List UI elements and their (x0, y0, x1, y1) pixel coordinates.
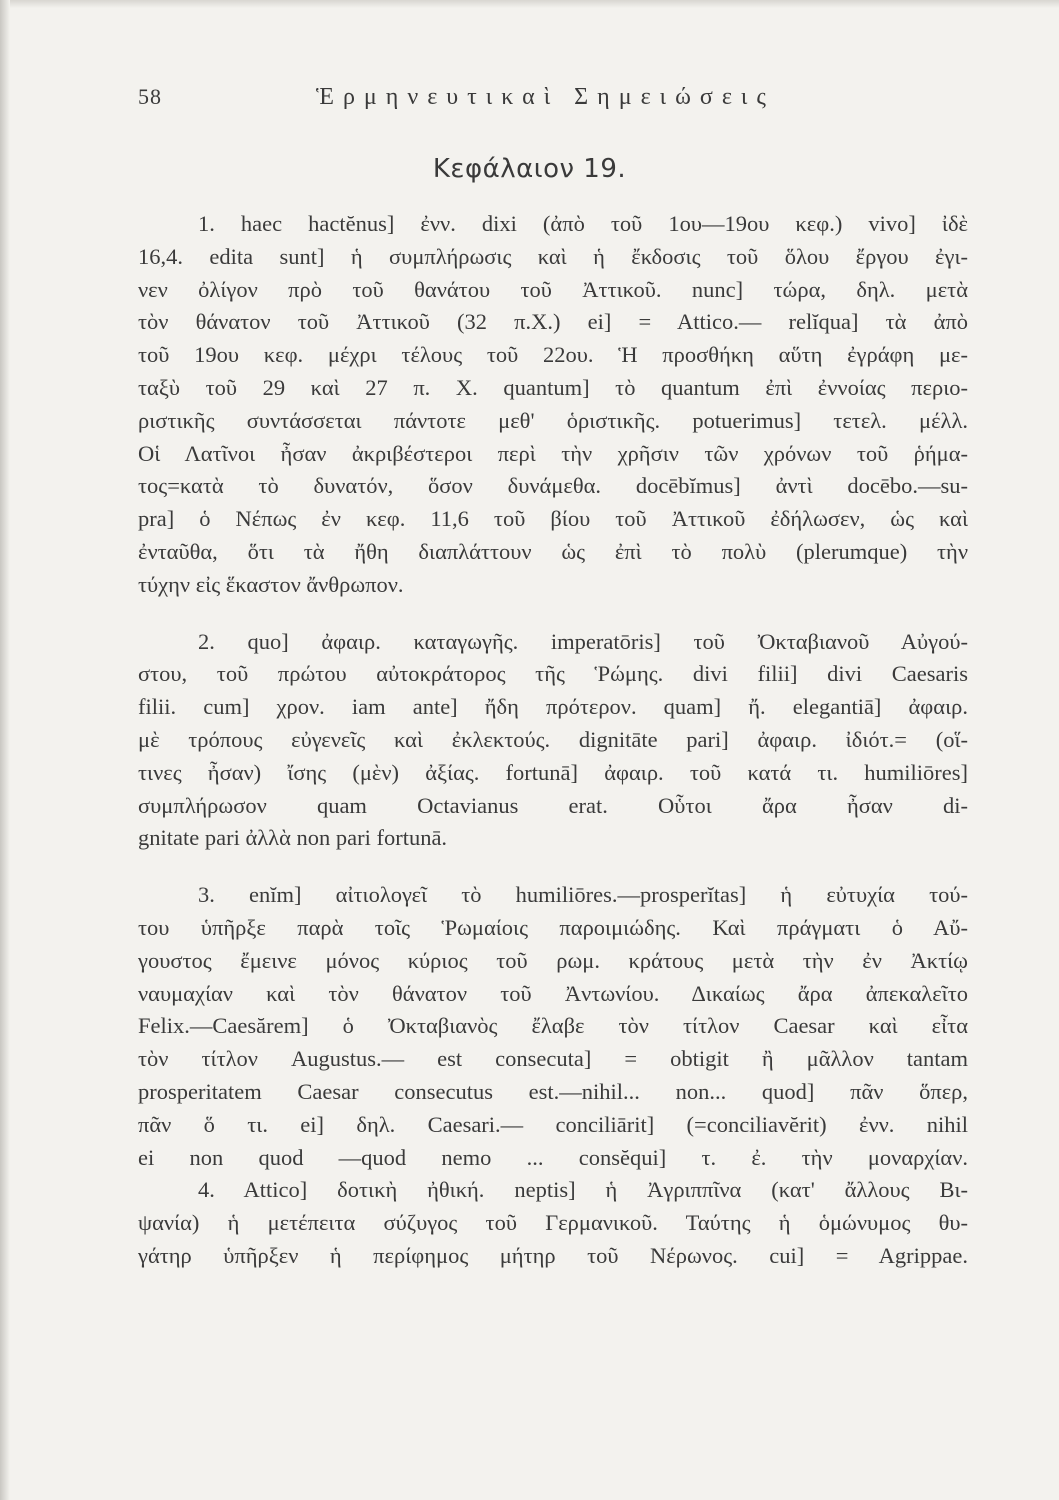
text-line: ἐνταῦθα, ὅτι τὰ ἤθη διαπλάττουν ὡς ἐπὶ τὸ πολὺ (plerumque) τὴν (138, 538, 968, 564)
text-line: τοῦ 19ου κεφ. μέχρι τέλους τοῦ 22ου. Ἡ προσθήκη αὕτη ἐγράφη με- (138, 342, 968, 368)
text-line: Οἱ Λατῖνοι ἦσαν ἀκριβέστεροι περὶ τὴν χρῆσιν τῶν χρόνων τοῦ ῥήμα- (138, 440, 968, 466)
text-line: ριστικῆς συντάσσεται πάντοτε μεθ' ὁριστικῆς. potuerimus] τετελ. μέλλ. (138, 407, 968, 433)
text-line: 4. Attico] δοτικὴ ἠθική. neptis] ἡ Ἀγριππῖνα (κατ' ἄλλους Βι- (198, 1177, 968, 1203)
chapter-title: Κεφάλαιον 19. (432, 154, 627, 184)
running-title: Ἑρμηνευτικαὶ Σημειώσεις (316, 84, 775, 110)
text-line: γάτηρ ὑπῆρξεν ἡ περίφημος μήτηρ τοῦ Νέρωνος. cui] = Agrippae. (138, 1242, 968, 1268)
text-line: τὸν τίτλον Augustus.— est consecuta] = obtigit ἢ μᾶλλον tantam (138, 1046, 968, 1072)
text-line: 16,4. edita sunt] ἡ συμπλήρωσις καὶ ἡ ἔκδοσις τοῦ ὅλου ἔργου ἐγι- (138, 243, 968, 269)
note-paragraph-1 (138, 208, 968, 602)
text-line: ταξὺ τοῦ 29 καὶ 27 π. Χ. quantum] τὸ quantum ἐπὶ ἐννοίας περιο- (138, 374, 968, 400)
text-line: 2. quo] ἀφαιρ. καταγωγῆς. imperatōris] τοῦ Ὀκταβιανοῦ Αὐγού- (198, 628, 968, 654)
page-header (138, 84, 968, 120)
text-line: γουστος ἔμεινε μόνος κύριος τοῦ ρωμ. κράτους μετὰ τὴν ἐν Ἀκτίῳ (138, 947, 968, 973)
page-top-shadow (0, 0, 1059, 8)
text-line: πᾶν ὅ τι. ei] δηλ. Caesari.— conciliārit] (=conciliavĕrit) ἐνν. nihil (138, 1111, 968, 1137)
text-line: συμπλήρωσον quam Octavianus erat. Οὗτοι ἄρα ἦσαν di- (138, 792, 968, 818)
text-line: gnitate pari ἀλλὰ non pari fortunā. (138, 825, 448, 851)
note-paragraph-4 (138, 1174, 968, 1272)
text-line: 1. haec hactĕnus] ἐνν. dixi (ἀπὸ τοῦ 1ου—19ου κεφ.) vivo] ἰδὲ (198, 211, 968, 236)
text-line: του ὑπῆρξε παρὰ τοῖς Ῥωμαίοις παροιμιώδης. Καὶ πράγματι ὁ Αὔ- (138, 914, 968, 940)
text-line: τὸν θάνατον τοῦ Ἀττικοῦ (32 π.Χ.) ei] = Attico.— relĭqua] τὰ ἀπὸ (138, 309, 968, 335)
text-line: prosperitatem Caesar consecutus est.—nihil... non... quod] πᾶν ὅπερ, (138, 1078, 968, 1104)
text-line: μὲ τρόπους εὐγενεῖς καὶ ἐκλεκτούς. dignitāte pari] ἀφαιρ. ἰδιότ.= (οἵ- (138, 726, 968, 752)
text-line: Felix.—Caesărem] ὁ Ὀκταβιανὸς ἔλαβε τὸν τίτλον Caesar καὶ εἶτα (138, 1013, 968, 1039)
text-line: filii. cum] χρον. iam ante] ἤδη πρότερον. quam] ἤ. elegantiā] ἀφαιρ. (138, 694, 968, 720)
page-number: 58 (138, 84, 162, 109)
page-edge-shadow (0, 0, 10, 1500)
text-line: στου, τοῦ πρώτου αὐτοκράτορος τῆς Ῥώμης. divi filii] divi Caesaris (138, 661, 968, 687)
text-line: pra] ὁ Νέπως ἐν κεφ. 11,6 τοῦ βίου τοῦ Ἀττικοῦ ἐδήλωσεν, ὡς καὶ (138, 506, 968, 532)
text-line: τύχην εἰς ἕκαστον ἄνθρωπον. (138, 571, 404, 597)
text-line: ψανία) ἡ μετέπειτα σύζυγος τοῦ Γερμανικοῦ. Ταύτης ἡ ὁμώνυμος θυ- (138, 1210, 968, 1236)
text-line: 3. enĭm] αἰτιολογεῖ τὸ humiliōres.—prosperĭtas] ἡ εὐτυχία τού- (198, 882, 968, 908)
text-line: τος=κατὰ τὸ δυνατόν, ὅσον δυνάμεθα. docēbĭmus] ἀντὶ docēbo.—su- (138, 473, 968, 499)
text-line: ναυμαχίαν καὶ τὸν θάνατον τοῦ Ἀντωνίου. Δικαίως ἄρα ἀπεκαλεῖτο (138, 980, 968, 1006)
text-line: τινες ἦσαν) ἴσης (μὲν) ἀξίας. fortunā] ἀφαιρ. τοῦ κατά τι. humiliōres] (138, 759, 968, 785)
commentary-body (138, 208, 968, 1273)
text-line: ei non quod —quod nemo ... consĕqui] τ. ἐ. τὴν μοναρχίαν. (138, 1144, 968, 1170)
text-line: νεν ὀλίγον πρὸ τοῦ θανάτου τοῦ Ἀττικοῦ. nunc] τώρα, δηλ. μετὰ (138, 276, 968, 302)
note-paragraph-3 (138, 879, 968, 1174)
note-paragraph-2 (138, 626, 968, 856)
